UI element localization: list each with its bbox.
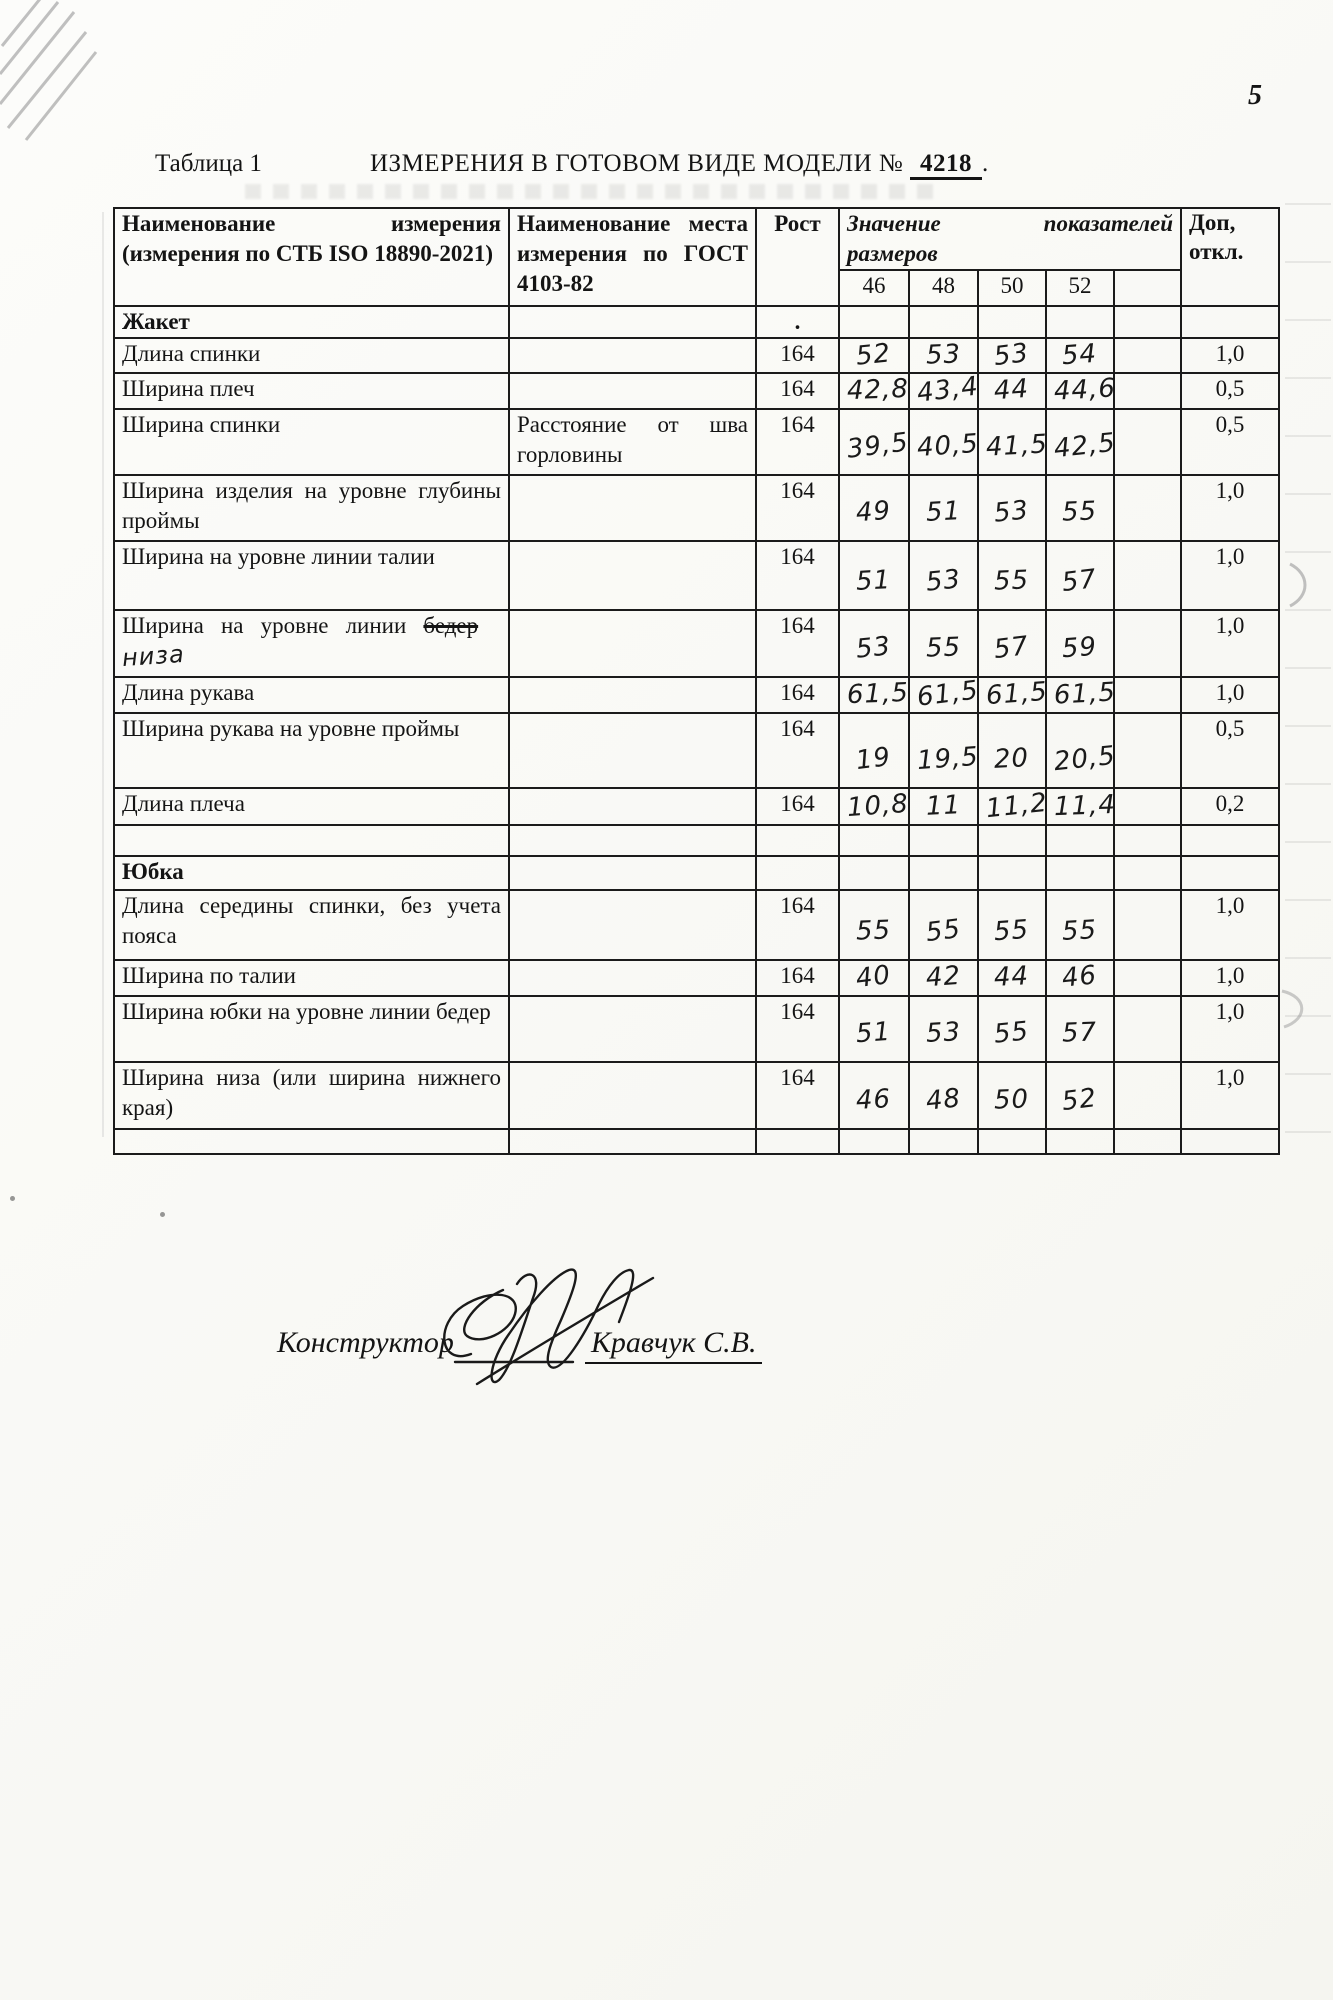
scan-artifact-bleedthrough-left: [102, 212, 104, 1137]
page-title: [370, 150, 989, 178]
handwritten-value: 51: [855, 565, 893, 598]
size-value-cell: [909, 475, 978, 541]
size-value-cell: [1046, 1129, 1114, 1154]
size-value-cell: [909, 960, 978, 996]
handwritten-value: 55: [924, 914, 963, 949]
handwritten-value: 57: [1060, 564, 1100, 599]
handwritten-word: низа: [121, 640, 186, 673]
size-value-cell: [909, 856, 978, 890]
size-value-cell: [839, 996, 909, 1062]
size-value-cell: [909, 1129, 978, 1154]
size-value-cell: [1114, 890, 1181, 960]
measurement-name-cell: Ширина изделия на уровне глубины проймы: [114, 475, 509, 541]
empty-row: [114, 825, 1279, 856]
section-row: [114, 856, 1279, 890]
measurement-name-cell: Ширина на уровне линии талии: [114, 541, 509, 610]
scan-artifact-curl-mark-2: [1280, 985, 1314, 1031]
handwritten-value: 50: [993, 1084, 1031, 1116]
size-value-cell: [839, 610, 909, 677]
tolerance-cell: [1181, 306, 1279, 338]
size-value-cell: [1046, 306, 1114, 338]
size-value-cell: [1114, 788, 1181, 825]
handwritten-value: 55: [855, 915, 893, 947]
measurement-place-cell: [509, 306, 756, 338]
size-value-cell: [1114, 541, 1181, 610]
handwritten-value: 42,5: [1052, 428, 1118, 465]
handwritten-value: 46: [855, 1084, 893, 1116]
tolerance-cell: [1181, 825, 1279, 856]
size-header-46: 46: [839, 270, 909, 306]
size-value-cell: [839, 1062, 909, 1129]
handwritten-value: 51: [925, 496, 962, 529]
header-value-word: размеров: [847, 240, 938, 266]
size-value-cell: [978, 677, 1049, 713]
table-row: [114, 960, 1279, 996]
measurement-name-cell: Ширина на уровне линии бедер низа: [114, 610, 509, 677]
table-row: [114, 409, 1279, 475]
size-value-cell: [978, 610, 1046, 677]
tolerance-cell: 0,2: [1181, 788, 1279, 825]
size-value-cell: [839, 825, 909, 856]
measurement-place-cell: [509, 960, 756, 996]
header-measurement-name: Наименование измерения (измерения по СТБ ISO 18890-2021): [114, 208, 509, 306]
rost-cell: 164: [756, 610, 839, 677]
size-value-cell: [1046, 409, 1118, 475]
size-value-cell: [1046, 856, 1114, 890]
size-value-cell: [909, 306, 978, 338]
rost-cell: 164: [756, 960, 839, 996]
size-value-cell: [1114, 1062, 1181, 1129]
size-value-cell: [839, 960, 909, 996]
title-text: ИЗМЕРЕНИЯ В ГОТОВОМ ВИДЕ МОДЕЛИ №: [370, 150, 904, 177]
size-value-cell: [909, 371, 981, 410]
measurement-name-cell: Длина середины спинки, без учета пояса: [114, 890, 509, 960]
size-value-cell: [1114, 610, 1181, 677]
size-value-cell: [978, 409, 1049, 475]
tolerance-cell: 1,0: [1181, 610, 1279, 677]
header-measurement-place: Наименование места измерения по ГОСТ 4103-82: [509, 208, 756, 306]
measurements-table: [113, 207, 1280, 1155]
size-value-cell: [909, 788, 978, 825]
scan-dot: .: [794, 308, 801, 334]
size-value-cell: [1046, 890, 1114, 960]
size-value-cell: [1046, 788, 1117, 825]
handwritten-value: 44: [993, 961, 1031, 993]
size-value-cell: [1046, 960, 1114, 996]
handwritten-value: 44: [993, 374, 1031, 407]
measurement-place-cell: [509, 373, 756, 409]
rost-cell: [756, 856, 839, 890]
size-value-cell: [978, 996, 1046, 1062]
signature-name: Кравчук С.В.: [585, 1326, 762, 1364]
handwritten-value: 55: [993, 915, 1031, 948]
rost-cell: 164: [756, 338, 839, 374]
tolerance-cell: 0,5: [1181, 373, 1279, 409]
scan-artifact-corner-hatch: [0, 0, 120, 160]
tolerance-cell: 1,0: [1181, 890, 1279, 960]
tolerance-cell: 1,0: [1181, 475, 1279, 541]
table-row: [114, 610, 1279, 677]
size-value-cell: [1114, 373, 1181, 409]
rost-cell: [756, 306, 839, 338]
table-row: [114, 713, 1279, 788]
measurement-place-cell: [509, 541, 756, 610]
size-value-cell: [1114, 825, 1181, 856]
size-value-cell: [909, 338, 978, 374]
handwritten-value: 10,8: [845, 788, 910, 823]
measurement-place-cell: [509, 1062, 756, 1129]
signature-role-label: Конструктор: [277, 1326, 454, 1359]
size-value-cell: [909, 996, 978, 1062]
rost-cell: 164: [756, 475, 839, 541]
title-period: .: [982, 150, 989, 177]
measurement-name-cell: Ширина по талии: [114, 960, 509, 996]
size-value-cell: [909, 825, 978, 856]
handwritten-value: 53: [854, 631, 893, 666]
table-row: [114, 338, 1279, 374]
handwritten-value: 42: [924, 960, 962, 994]
rost-cell: 164: [756, 788, 839, 825]
handwritten-value: 55: [992, 1016, 1031, 1050]
size-value-cell: [839, 890, 909, 960]
measurement-name-cell: [114, 1129, 509, 1154]
table-label: Таблица 1: [155, 150, 262, 177]
section-row: [114, 306, 1279, 338]
size-value-cell: [1046, 475, 1114, 541]
handwritten-value: 54: [1061, 338, 1099, 371]
size-value-cell: [839, 338, 909, 374]
size-value-cell: [978, 373, 1046, 409]
size-value-cell: [978, 306, 1046, 338]
size-header-extra: [1114, 270, 1181, 306]
handwritten-value: 42,8: [846, 374, 910, 407]
measurement-name-cell: Длина рукава: [114, 677, 509, 713]
signature-icon: [425, 1262, 655, 1397]
tolerance-cell: 1,0: [1181, 996, 1279, 1062]
size-value-cell: [1114, 306, 1181, 338]
size-value-cell: [1046, 996, 1114, 1062]
rost-cell: 164: [756, 996, 839, 1062]
scan-artifact-bleedthrough-right: [1285, 168, 1331, 1133]
handwritten-value: 11,4: [1053, 789, 1117, 822]
handwritten-value: 20: [993, 743, 1031, 776]
size-value-cell: [909, 675, 981, 713]
measurement-place-cell: [509, 475, 756, 541]
measurement-name-cell: Ширина юбки на уровне линии бедер: [114, 996, 509, 1062]
size-value-cell: [1114, 1129, 1181, 1154]
handwritten-value: 53: [924, 564, 963, 599]
scan-artifact-speck: [160, 1212, 165, 1217]
handwritten-value: 51: [855, 1016, 893, 1050]
handwritten-value: 57: [1061, 1017, 1099, 1049]
handwritten-value: 52: [1060, 1083, 1100, 1118]
size-value-cell: [1114, 713, 1181, 788]
handwritten-value: 44,6: [1053, 373, 1117, 408]
measurement-place-cell: [509, 890, 756, 960]
rost-cell: [756, 825, 839, 856]
size-value-cell: [978, 541, 1046, 610]
handwritten-value: 41,5: [985, 429, 1049, 464]
size-header-48: 48: [909, 270, 978, 306]
table-row: [114, 1062, 1279, 1129]
handwritten-value: 53: [992, 337, 1032, 372]
handwritten-value: 61,5: [915, 675, 981, 713]
size-value-cell: [1114, 996, 1181, 1062]
measurement-name-cell: Ширина рукава на уровне проймы: [114, 713, 509, 788]
handwritten-value: 59: [1061, 632, 1099, 665]
size-value-cell: [978, 713, 1046, 788]
table-row: [114, 541, 1279, 610]
tolerance-cell: 1,0: [1181, 338, 1279, 374]
size-value-cell: [1114, 409, 1181, 475]
table-row: [114, 677, 1279, 713]
handwritten-value: 55: [1061, 496, 1099, 529]
size-value-cell: [1046, 825, 1114, 856]
handwritten-value: 55: [993, 565, 1031, 598]
scan-artifact-curl-mark: [1288, 560, 1314, 610]
handwritten-value: 61,5: [846, 678, 910, 711]
struck-word: бедер: [423, 613, 479, 639]
rost-cell: 164: [756, 409, 839, 475]
scan-artifact-speck: [10, 1196, 15, 1201]
table-row: [114, 475, 1279, 541]
measurement-place-cell: [509, 825, 756, 856]
size-value-cell: [839, 409, 909, 475]
measurement-name-cell: Длина плеча: [114, 788, 509, 825]
size-value-cell: [1114, 338, 1181, 374]
size-value-cell: [909, 409, 978, 475]
tolerance-cell: 1,0: [1181, 541, 1279, 610]
handwritten-value: 53: [925, 339, 962, 371]
measurement-place-cell: [509, 1129, 756, 1154]
rost-cell: 164: [756, 677, 839, 713]
rost-cell: 164: [756, 541, 839, 610]
size-value-cell: [1046, 338, 1114, 374]
table-row: [114, 788, 1279, 825]
measurement-place-cell: [509, 610, 756, 677]
size-value-cell: [978, 1129, 1046, 1154]
size-value-cell: [839, 1129, 909, 1154]
size-value-cell: [1046, 677, 1117, 713]
tolerance-cell: 0,5: [1181, 409, 1279, 475]
measurement-name-cell: Юбка: [114, 856, 509, 890]
size-value-cell: [978, 338, 1046, 374]
table-row: [114, 890, 1279, 960]
handwritten-value: 11,2: [984, 787, 1050, 824]
header-tolerance: Доп, откл.: [1181, 208, 1279, 306]
size-value-cell: [978, 787, 1050, 825]
header-size-values: [839, 208, 1181, 270]
size-value-cell: [1046, 713, 1118, 788]
measurement-place-cell: [509, 338, 756, 374]
rost-cell: 164: [756, 890, 839, 960]
handwritten-value: 19: [854, 742, 894, 777]
rost-cell: 164: [756, 1062, 839, 1129]
measurement-name-cell: Ширина спинки: [114, 409, 509, 475]
handwritten-value: 20,5: [1052, 741, 1118, 778]
header-value-word: Значение: [847, 211, 941, 236]
size-value-cell: [978, 825, 1046, 856]
size-value-cell: [978, 1062, 1046, 1129]
handwritten-value: 40: [854, 960, 894, 995]
scan-artifact-bleedthrough-title: [245, 184, 935, 199]
handwritten-value: 39,5: [845, 427, 911, 466]
handwritten-value: 48: [924, 1083, 963, 1117]
size-value-cell: [1114, 677, 1181, 713]
tolerance-cell: 1,0: [1181, 1062, 1279, 1129]
size-value-cell: [978, 856, 1046, 890]
handwritten-value: 57: [992, 631, 1032, 666]
size-value-cell: [909, 713, 978, 788]
handwritten-value: 55: [1061, 915, 1099, 948]
tolerance-cell: 1,0: [1181, 677, 1279, 713]
size-header-50: 50: [978, 270, 1046, 306]
tolerance-cell: 1,0: [1181, 960, 1279, 996]
handwritten-value: 53: [925, 1017, 962, 1049]
tolerance-cell: [1181, 1129, 1279, 1154]
table-row: [114, 996, 1279, 1062]
size-value-cell: [839, 541, 909, 610]
handwritten-value: 43,4: [915, 371, 981, 410]
rost-cell: 164: [756, 373, 839, 409]
handwritten-value: 61,5: [984, 677, 1049, 712]
handwritten-value: 55: [925, 632, 962, 665]
size-value-cell: [839, 677, 909, 713]
measurement-place-cell: [509, 856, 756, 890]
size-value-cell: [909, 610, 978, 677]
empty-row: [114, 1129, 1279, 1154]
size-value-cell: [909, 890, 978, 960]
size-value-cell: [839, 373, 909, 409]
measurement-name-cell: Ширина низа (или ширина нижнего края): [114, 1062, 509, 1129]
header-rost: Рост: [756, 208, 839, 306]
size-value-cell: [839, 306, 909, 338]
size-value-cell: [1046, 610, 1114, 677]
size-value-cell: [839, 713, 909, 788]
size-value-cell: [839, 788, 909, 825]
handwritten-value: 61,5: [1053, 677, 1117, 711]
model-number: 4218: [910, 150, 982, 180]
measurement-place-cell: [509, 788, 756, 825]
size-value-cell: [1114, 960, 1181, 996]
rost-cell: [756, 1129, 839, 1154]
handwritten-value: 11: [925, 789, 962, 822]
rost-cell: 164: [756, 713, 839, 788]
handwritten-value: 46: [1060, 960, 1099, 994]
handwritten-value: 19,5: [915, 742, 980, 777]
header-value-word: показателей: [1043, 211, 1174, 236]
size-value-cell: [1114, 856, 1181, 890]
measurement-place-cell: Расстояние от шва горловины: [509, 409, 756, 475]
table-header-row: [114, 208, 1279, 270]
size-value-cell: [839, 475, 909, 541]
handwritten-value: 49: [855, 496, 893, 529]
measurement-name-cell: Длина спинки: [114, 338, 509, 374]
measurement-place-cell: [509, 677, 756, 713]
size-value-cell: [978, 890, 1046, 960]
size-value-cell: [978, 475, 1046, 541]
size-value-cell: [909, 1062, 978, 1129]
size-value-cell: [1046, 1062, 1114, 1129]
measurement-place-cell: [509, 713, 756, 788]
measurement-name-cell: Ширина плеч: [114, 373, 509, 409]
measurement-place-cell: [509, 996, 756, 1062]
size-value-cell: [1046, 541, 1114, 610]
size-value-cell: [978, 960, 1046, 996]
tolerance-cell: 0,5: [1181, 713, 1279, 788]
tolerance-cell: [1181, 856, 1279, 890]
handwritten-value: 52: [854, 337, 893, 372]
size-value-cell: [909, 541, 978, 610]
handwritten-value: 40,5: [915, 429, 980, 464]
size-value-cell: [1046, 373, 1117, 409]
handwritten-value: 53: [992, 495, 1031, 530]
page-number: 5: [1248, 80, 1262, 111]
size-header-52: 52: [1046, 270, 1114, 306]
measurement-name-cell: [114, 825, 509, 856]
size-value-cell: [1114, 475, 1181, 541]
size-value-cell: [839, 856, 909, 890]
table-row: [114, 373, 1279, 409]
measurement-name-cell: Жакет: [114, 306, 509, 338]
